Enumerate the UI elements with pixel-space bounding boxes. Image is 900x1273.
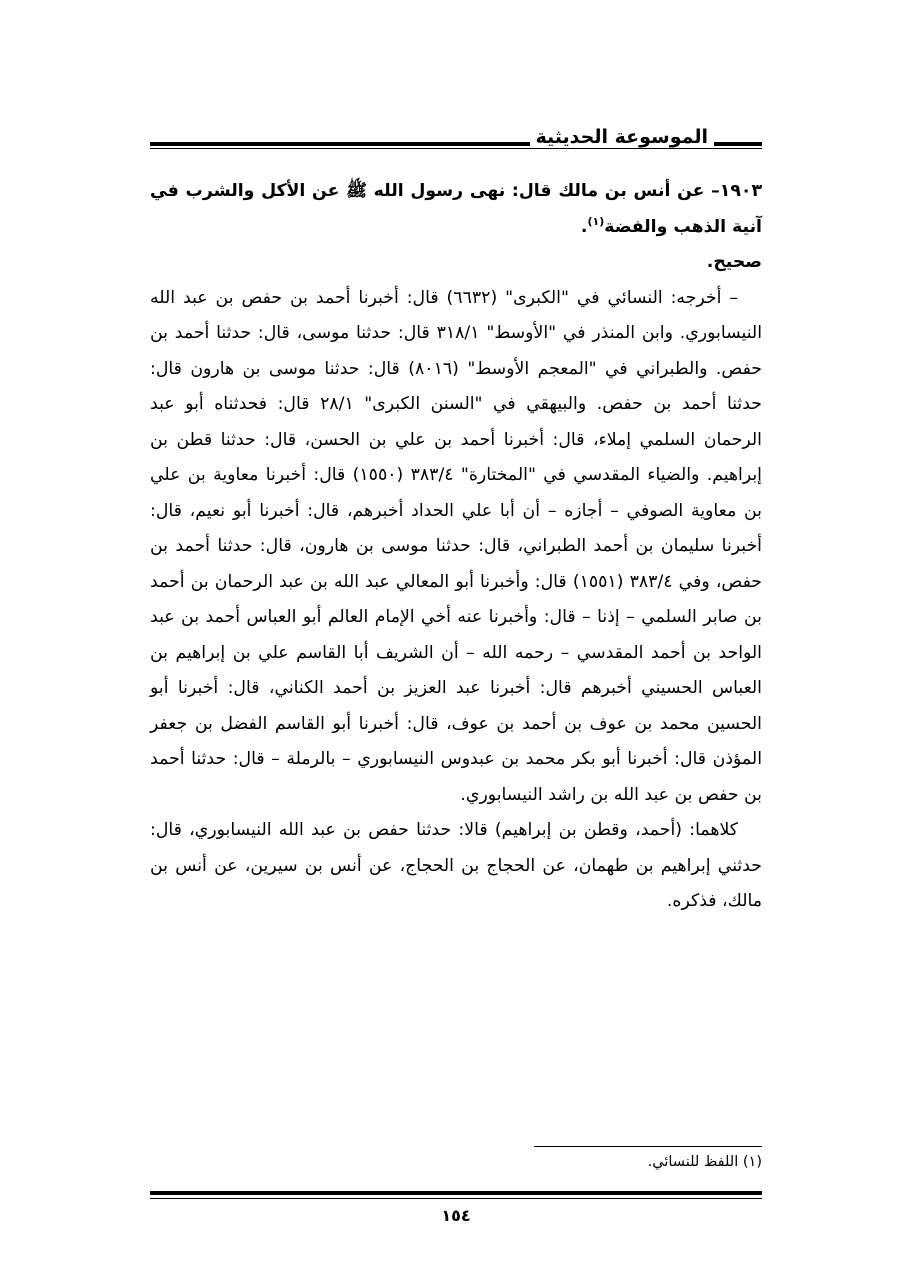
- page-body: [150, 174, 762, 920]
- footer-rule-thin: [150, 1198, 762, 1199]
- footer-rule-thick: [150, 1191, 762, 1195]
- page-number: ١٥٤: [441, 1206, 471, 1225]
- takhrij-paragraph: – أخرجه: النسائي في "الكبرى" (٦٦٣٢) قال: أخبرنا أحمد بن حفص بن عبد الله النيسابوري. وابن المنذر في "الأوسط" ٣١٨/١ قال: حدثنا موسى، قال: حدثنا أحمد بن حفص. والطبراني في "المعجم الأوسط" (٨٠١٦) قال: حدثنا موسى بن هارون قال: حدثنا أحمد بن حفص. والبيهقي في "السنن الكبرى" ٢٨/١ قال: فحدثناه أبو عبد الرحمان السلمي إملاء، قال: أخبرنا أحمد بن علي بن الحسن، قال: حدثنا قطن بن إبراهيم. والضياء المقدسي في "المختارة" ٣٨٣/٤ (١٥٥٠) قال: أخبرنا معاوية بن علي بن معاوية الصوفي – أجازه – أن أبا علي الحداد أخبرهم، قال: أخبرنا أبو نعيم، قال: أخبرنا سليمان بن أحمد الطبراني، قال: حدثنا موسى بن هارون، قال: حدثنا أحمد بن حفص، وفي ٣٨٣/٤ (١٥٥١) قال: وأخبرنا أبو المعالي عبد الله بن عبد الرحمان بن أحمد بن صابر السلمي – إذنا – قال: وأخبرنا عنه أخي الإمام العالم أبو العباس أحمد بن عبد الواحد بن أحمد المقدسي – رحمه الله – أن الشريف أبا القاسم علي بن إبراهيم بن العباس الحسيني أخبرهم قال: أخبرنا عبد العزيز بن أحمد الكناني، قال: أخبرنا أبو الحسين محمد بن عوف بن أحمد بن عوف، قال: أخبرنا أبو القاسم الفضل بن جعفر المؤذن قال: أخبرنا أبو بكر محمد بن عبدوس النيسابوري – بالرملة – قال: حدثنا أحمد بن حفص بن عبد الله بن راشد النيسابوري.: [150, 287, 762, 805]
- hadith-end: .: [580, 216, 588, 237]
- isnad-summary-paragraph: كلاهما: (أحمد، وقطن بن إبراهيم) قالا: حدثنا حفص بن عبد الله النيسابوري، قال: حدثني إبراهيم بن طهمان، عن الحجاج بن الحجاج، عن أنس بن سيرين، عن أنس بن مالك، فذكره.: [150, 820, 762, 911]
- footnote: (١) اللفظ للنسائي.: [647, 1154, 762, 1170]
- running-header: [150, 118, 762, 162]
- hadith-body: ١٩٠٣– عن أنس بن مالك قال: نهى رسول الله ﷺ عن الأكل والشرب في آنية الذهب والفضة: [150, 181, 762, 237]
- footnote-reference[interactable]: (١): [587, 214, 605, 228]
- hadith-grade: صحيح.: [706, 252, 762, 272]
- hadith-text: [150, 174, 762, 245]
- footnote-separator: [534, 1146, 762, 1147]
- header-rule-thin: [150, 148, 762, 149]
- book-title: الموسوعة الحديثية: [530, 126, 715, 148]
- book-page: [150, 118, 762, 1243]
